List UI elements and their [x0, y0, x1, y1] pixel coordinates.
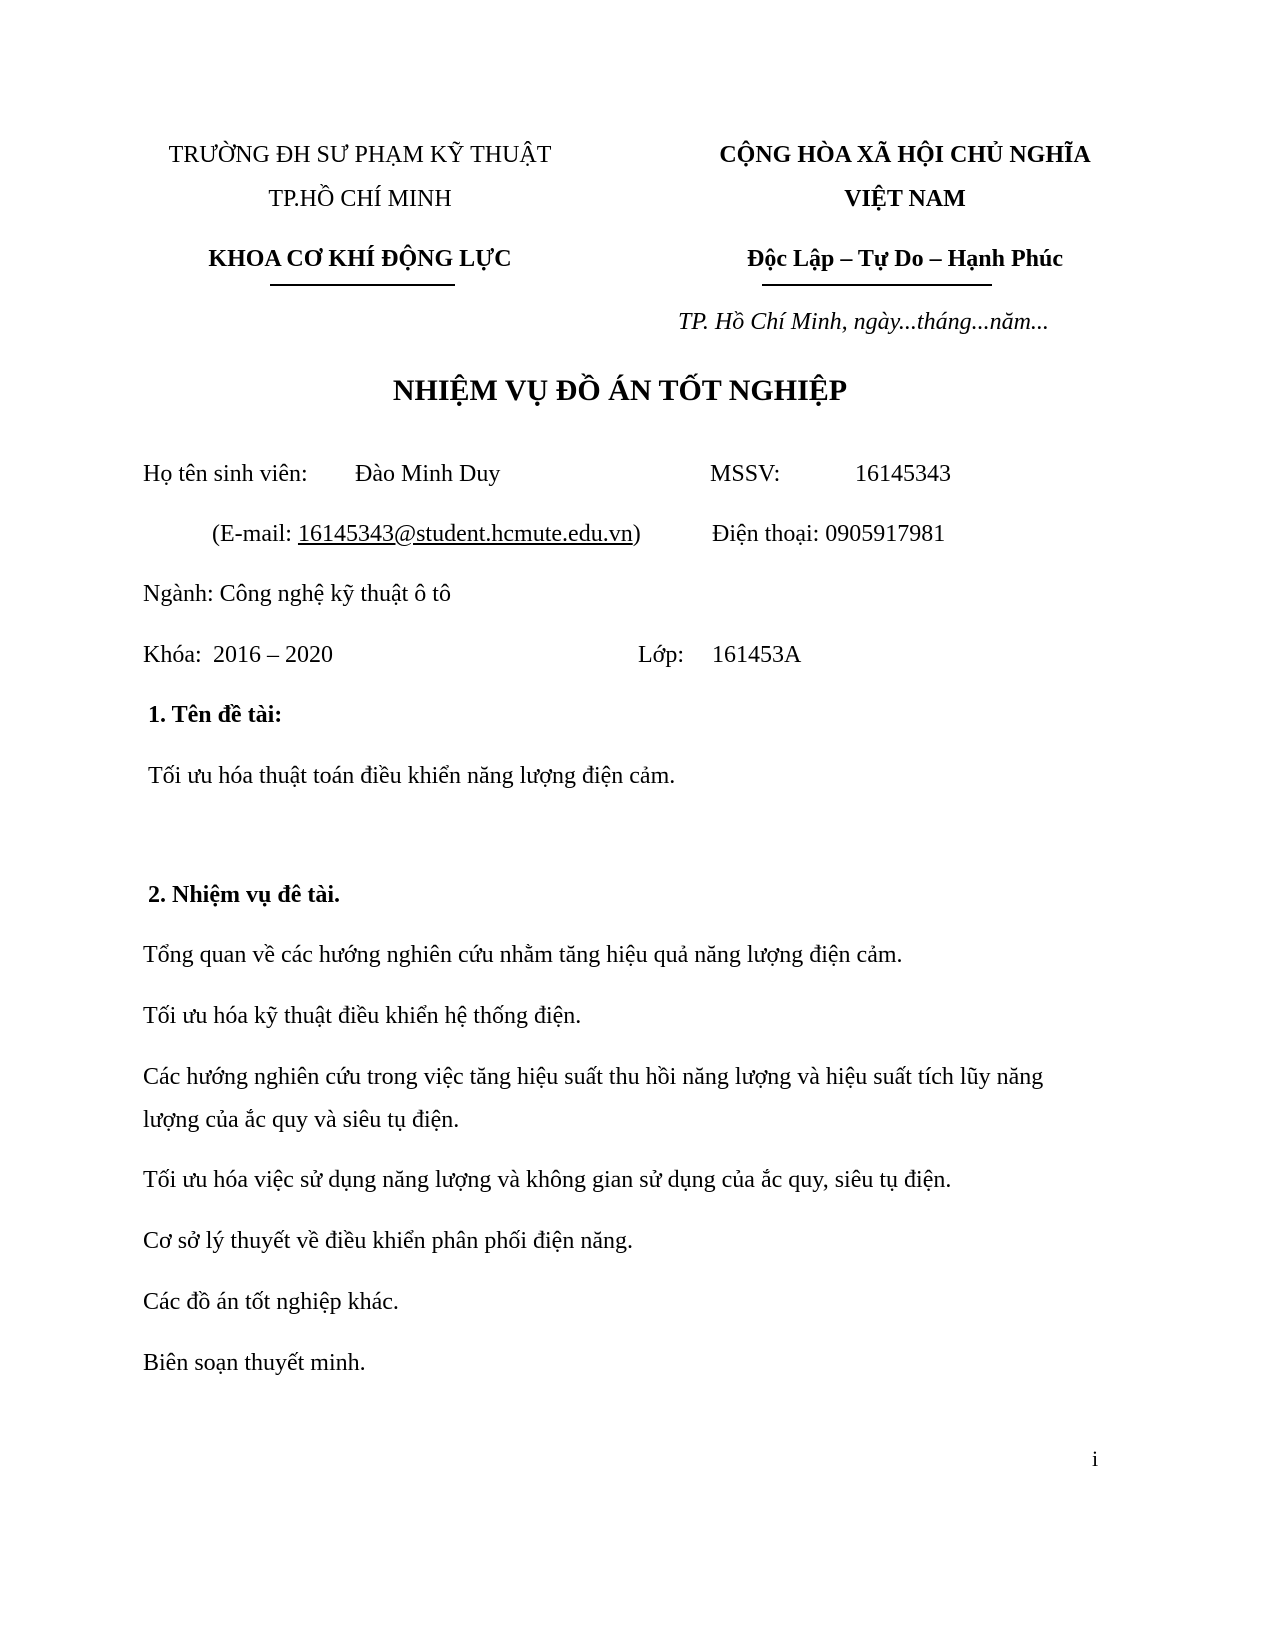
school-name-line1: TRƯỜNG ĐH SƯ PHẠM KỸ THUẬT [168, 142, 552, 168]
faculty-underline [270, 284, 455, 286]
section2-heading: 2. Nhiệm vụ đê tài. [148, 882, 340, 908]
task-item: Các đồ án tốt nghiệp khác. [143, 1289, 399, 1315]
email-line [212, 520, 641, 549]
task-item: Cơ sở lý thuyết về điều khiển phân phối điện năng. [143, 1228, 633, 1254]
major-line: Ngành: Công nghệ kỹ thuật ô tô [143, 581, 451, 607]
page-number: i [1092, 1446, 1099, 1471]
section1-heading: 1. Tên đề tài: [148, 702, 283, 728]
republic-line1: CỘNG HÒA XÃ HỘI CHỦ NGHĨA [719, 142, 1091, 168]
email-suffix: ) [632, 521, 641, 547]
date-line: TP. Hồ Chí Minh, ngày...tháng...năm... [678, 309, 1049, 335]
task-item: Biên soạn thuyết minh. [143, 1350, 366, 1376]
student-name-value: Đào Minh Duy [355, 461, 501, 487]
task-item-continuation: lượng của ắc quy và siêu tụ điện. [143, 1107, 460, 1133]
course-value: 2016 – 2020 [213, 642, 333, 668]
class-value: 161453A [712, 642, 802, 668]
student-id-label: MSSV: [710, 461, 781, 487]
national-motto: Độc Lập – Tự Do – Hạnh Phúc [746, 246, 1064, 272]
task-item: Tổng quan về các hướng nghiên cứu nhằm tăng hiệu quả năng lượng điện cảm. [143, 942, 903, 968]
email-prefix: (E-mail: [212, 521, 298, 547]
task-item: Các hướng nghiên cứu trong việc tăng hiệu suất thu hồi năng lượng và hiệu suất tích lũy năng [143, 1064, 1044, 1090]
motto-underline [762, 284, 992, 286]
email-link[interactable]: 16145343@student.hcmute.edu.vn [297, 521, 633, 547]
task-item: Tối ưu hóa kỹ thuật điều khiển hệ thống điện. [143, 1003, 582, 1029]
class-label: Lớp: [638, 642, 685, 668]
school-name-line2: TP.HỒ CHÍ MINH [268, 186, 452, 212]
republic-line2: VIỆT NAM [844, 186, 966, 212]
document-title: NHIỆM VỤ ĐỒ ÁN TỐT NGHIỆP [392, 374, 848, 407]
task-item: Tối ưu hóa việc sử dụng năng lượng và không gian sử dụng của ắc quy, siêu tụ điện. [143, 1167, 952, 1193]
faculty-name: KHOA CƠ KHÍ ĐỘNG LỰC [208, 246, 512, 272]
phone-line: Điện thoại: 0905917981 [712, 521, 946, 547]
student-name-label: Họ tên sinh viên: [143, 461, 308, 487]
student-id-value: 16145343 [855, 461, 951, 487]
section1-content: Tối ưu hóa thuật toán điều khiển năng lượng điện cảm. [148, 763, 676, 789]
course-label: Khóa: [143, 642, 202, 668]
